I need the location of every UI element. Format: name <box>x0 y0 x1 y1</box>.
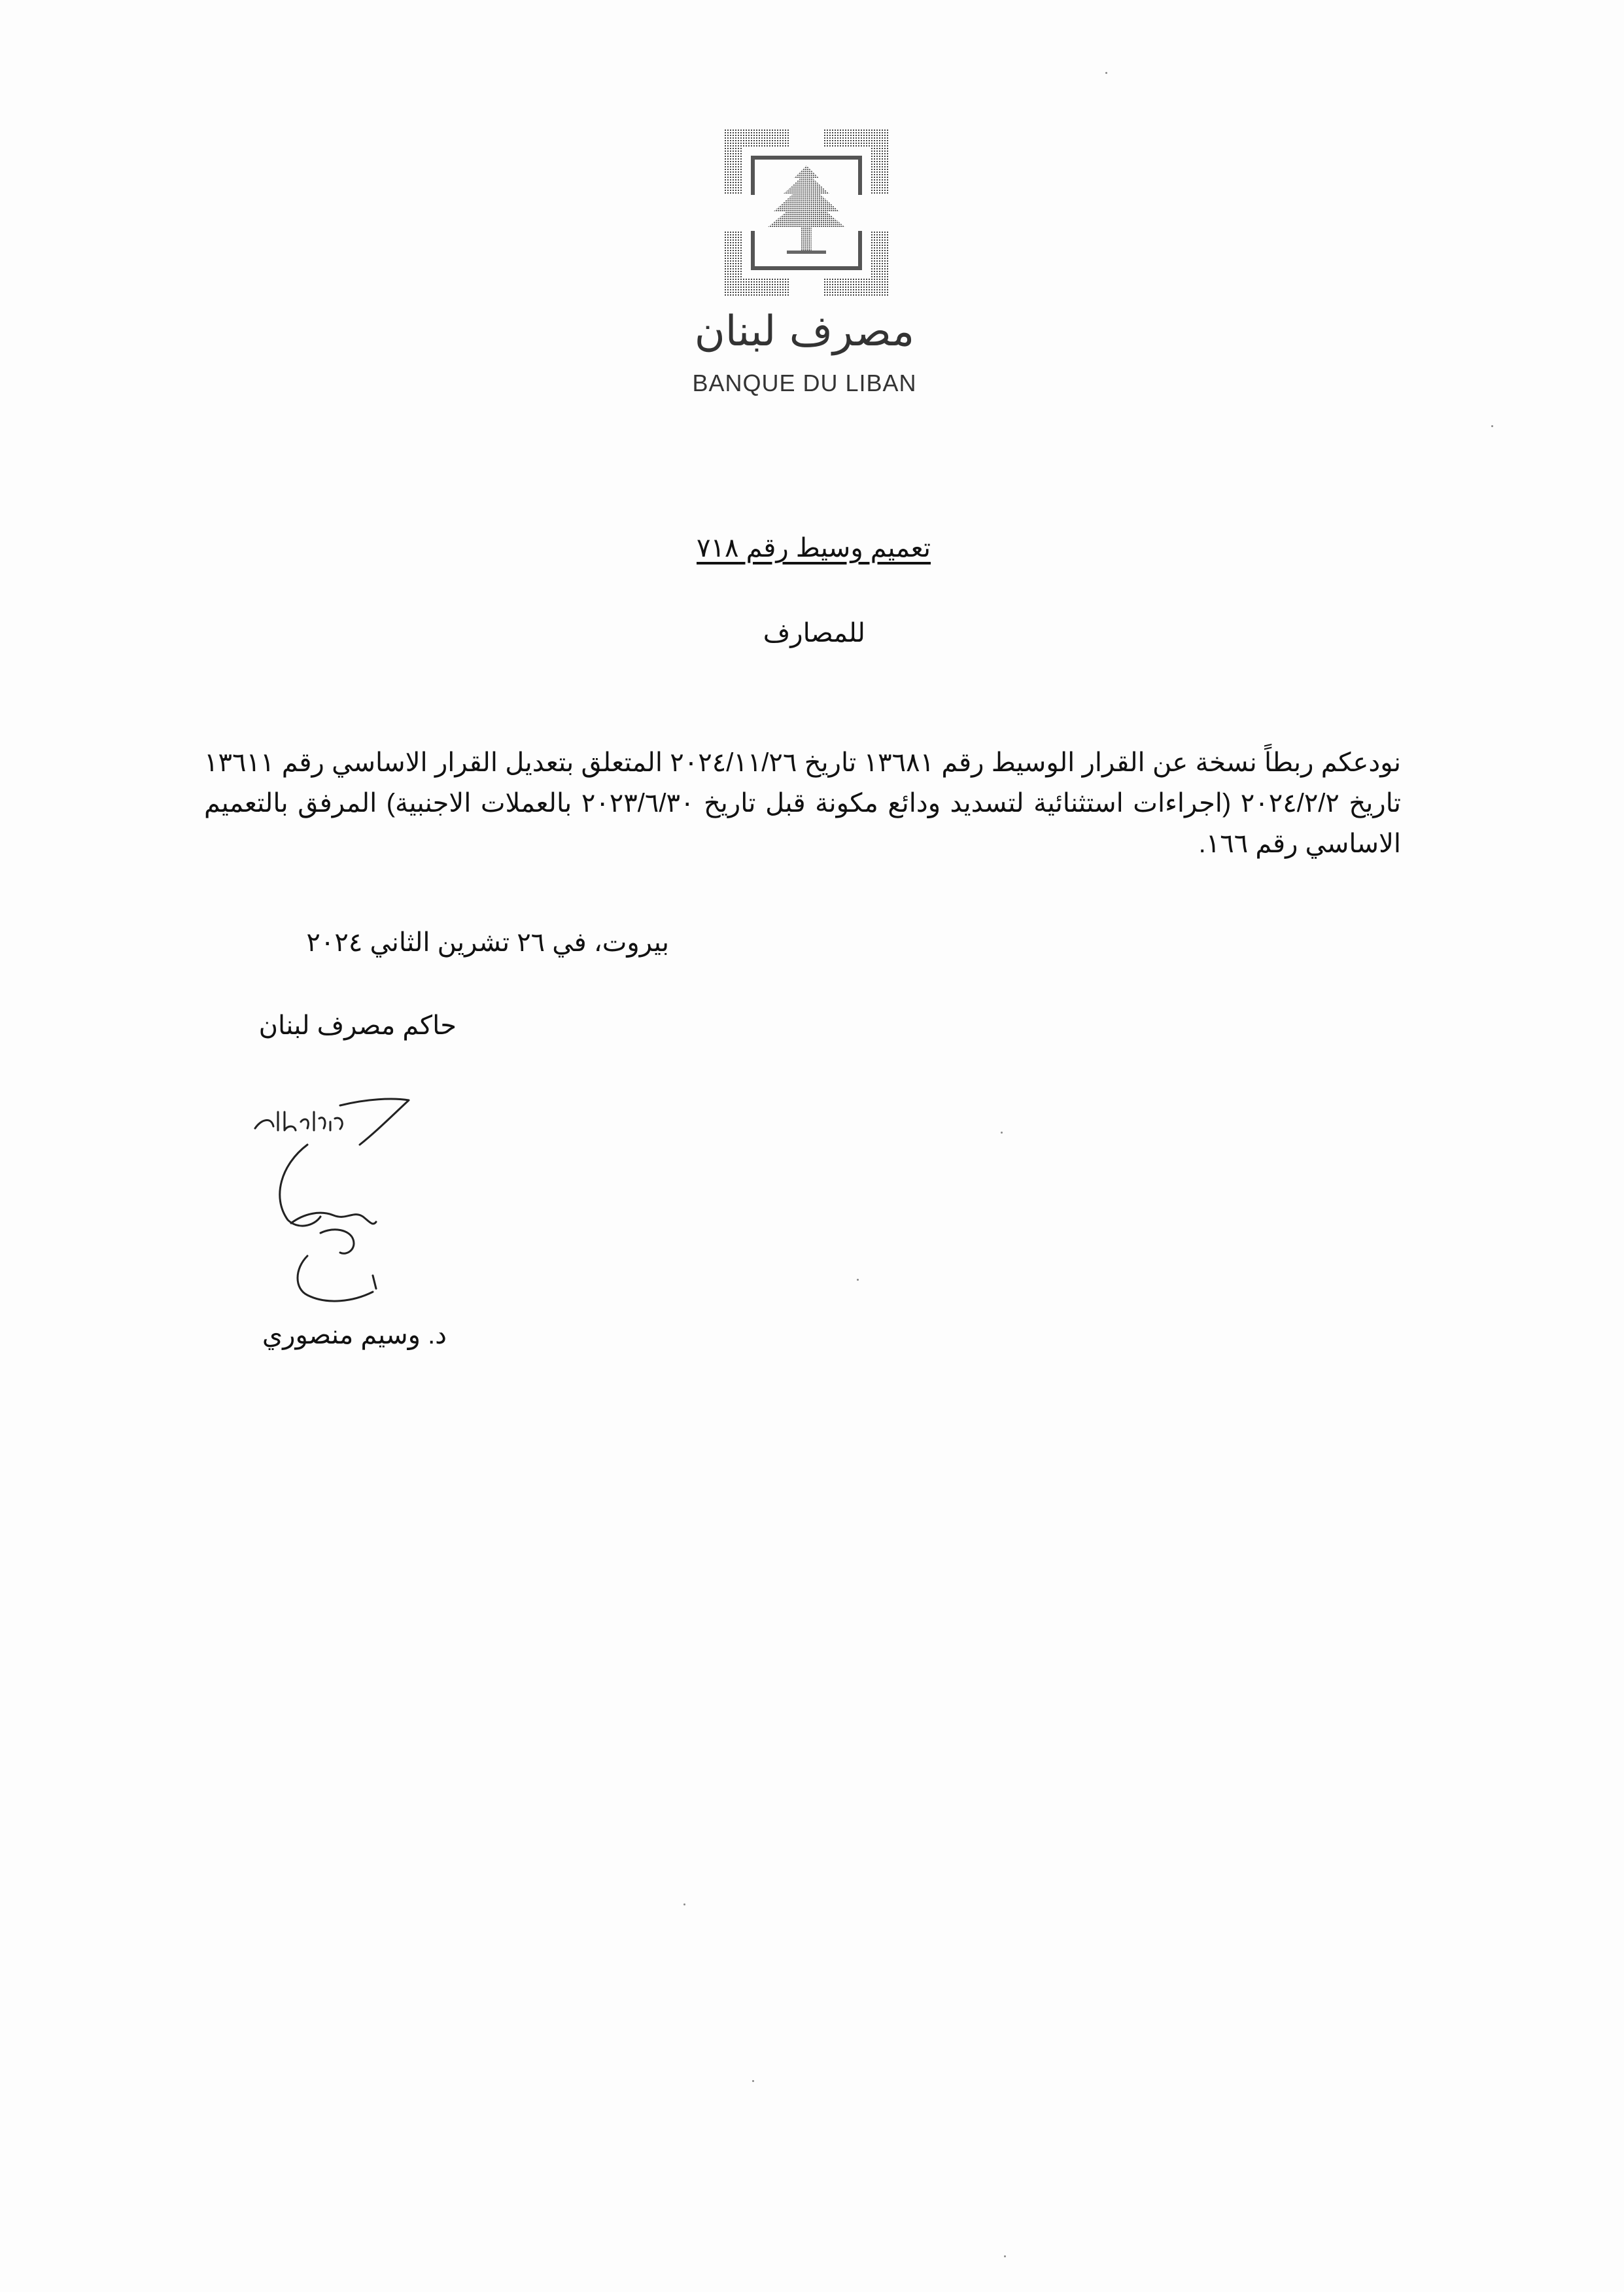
bank-name-english: BANQUE DU LIBAN <box>692 370 917 396</box>
circular-title: تعميم وسيط رقم ٧١٨ <box>697 534 931 563</box>
signatory-title: حاكم مصرف لبنان <box>258 1011 457 1040</box>
scan-speck <box>1004 2255 1006 2257</box>
place-and-date: بيروت، في ٢٦ تشرين الثاني ٢٠٢٤ <box>306 928 669 957</box>
scan-speck <box>1491 425 1493 427</box>
handwritten-signature <box>242 1092 438 1341</box>
bank-name-arabic: مصرف لبنان <box>694 307 915 356</box>
scan-speck <box>752 2080 754 2082</box>
scan-speck <box>683 1903 685 1905</box>
addressee: للمصارف <box>763 619 865 648</box>
circular-body: نودعكم ربطاً نسخة عن القرار الوسيط رقم ١٣٦٨١ تاريخ ٢٠٢٤/١١/٢٦ المتعلق بتعديل القرار الاساسي رقم ١٣٦١١ تاريخ ٢٠٢٤/٢/٢ (اجراءات استثنائية لتسديد ودائع مكونة قبل تاريخ ٢٠٢٣/٦/٣٠ بالعملات الاجنبية) المرفق بالتعميم الاساسي رقم ١٦٦. <box>204 748 1402 858</box>
scan-speck <box>1001 1132 1003 1134</box>
scan-speck <box>857 1279 859 1281</box>
banque-du-liban-logo <box>725 130 888 296</box>
scan-speck <box>1105 72 1107 74</box>
signatory-name: د. وسيم منصوري <box>262 1321 447 1349</box>
